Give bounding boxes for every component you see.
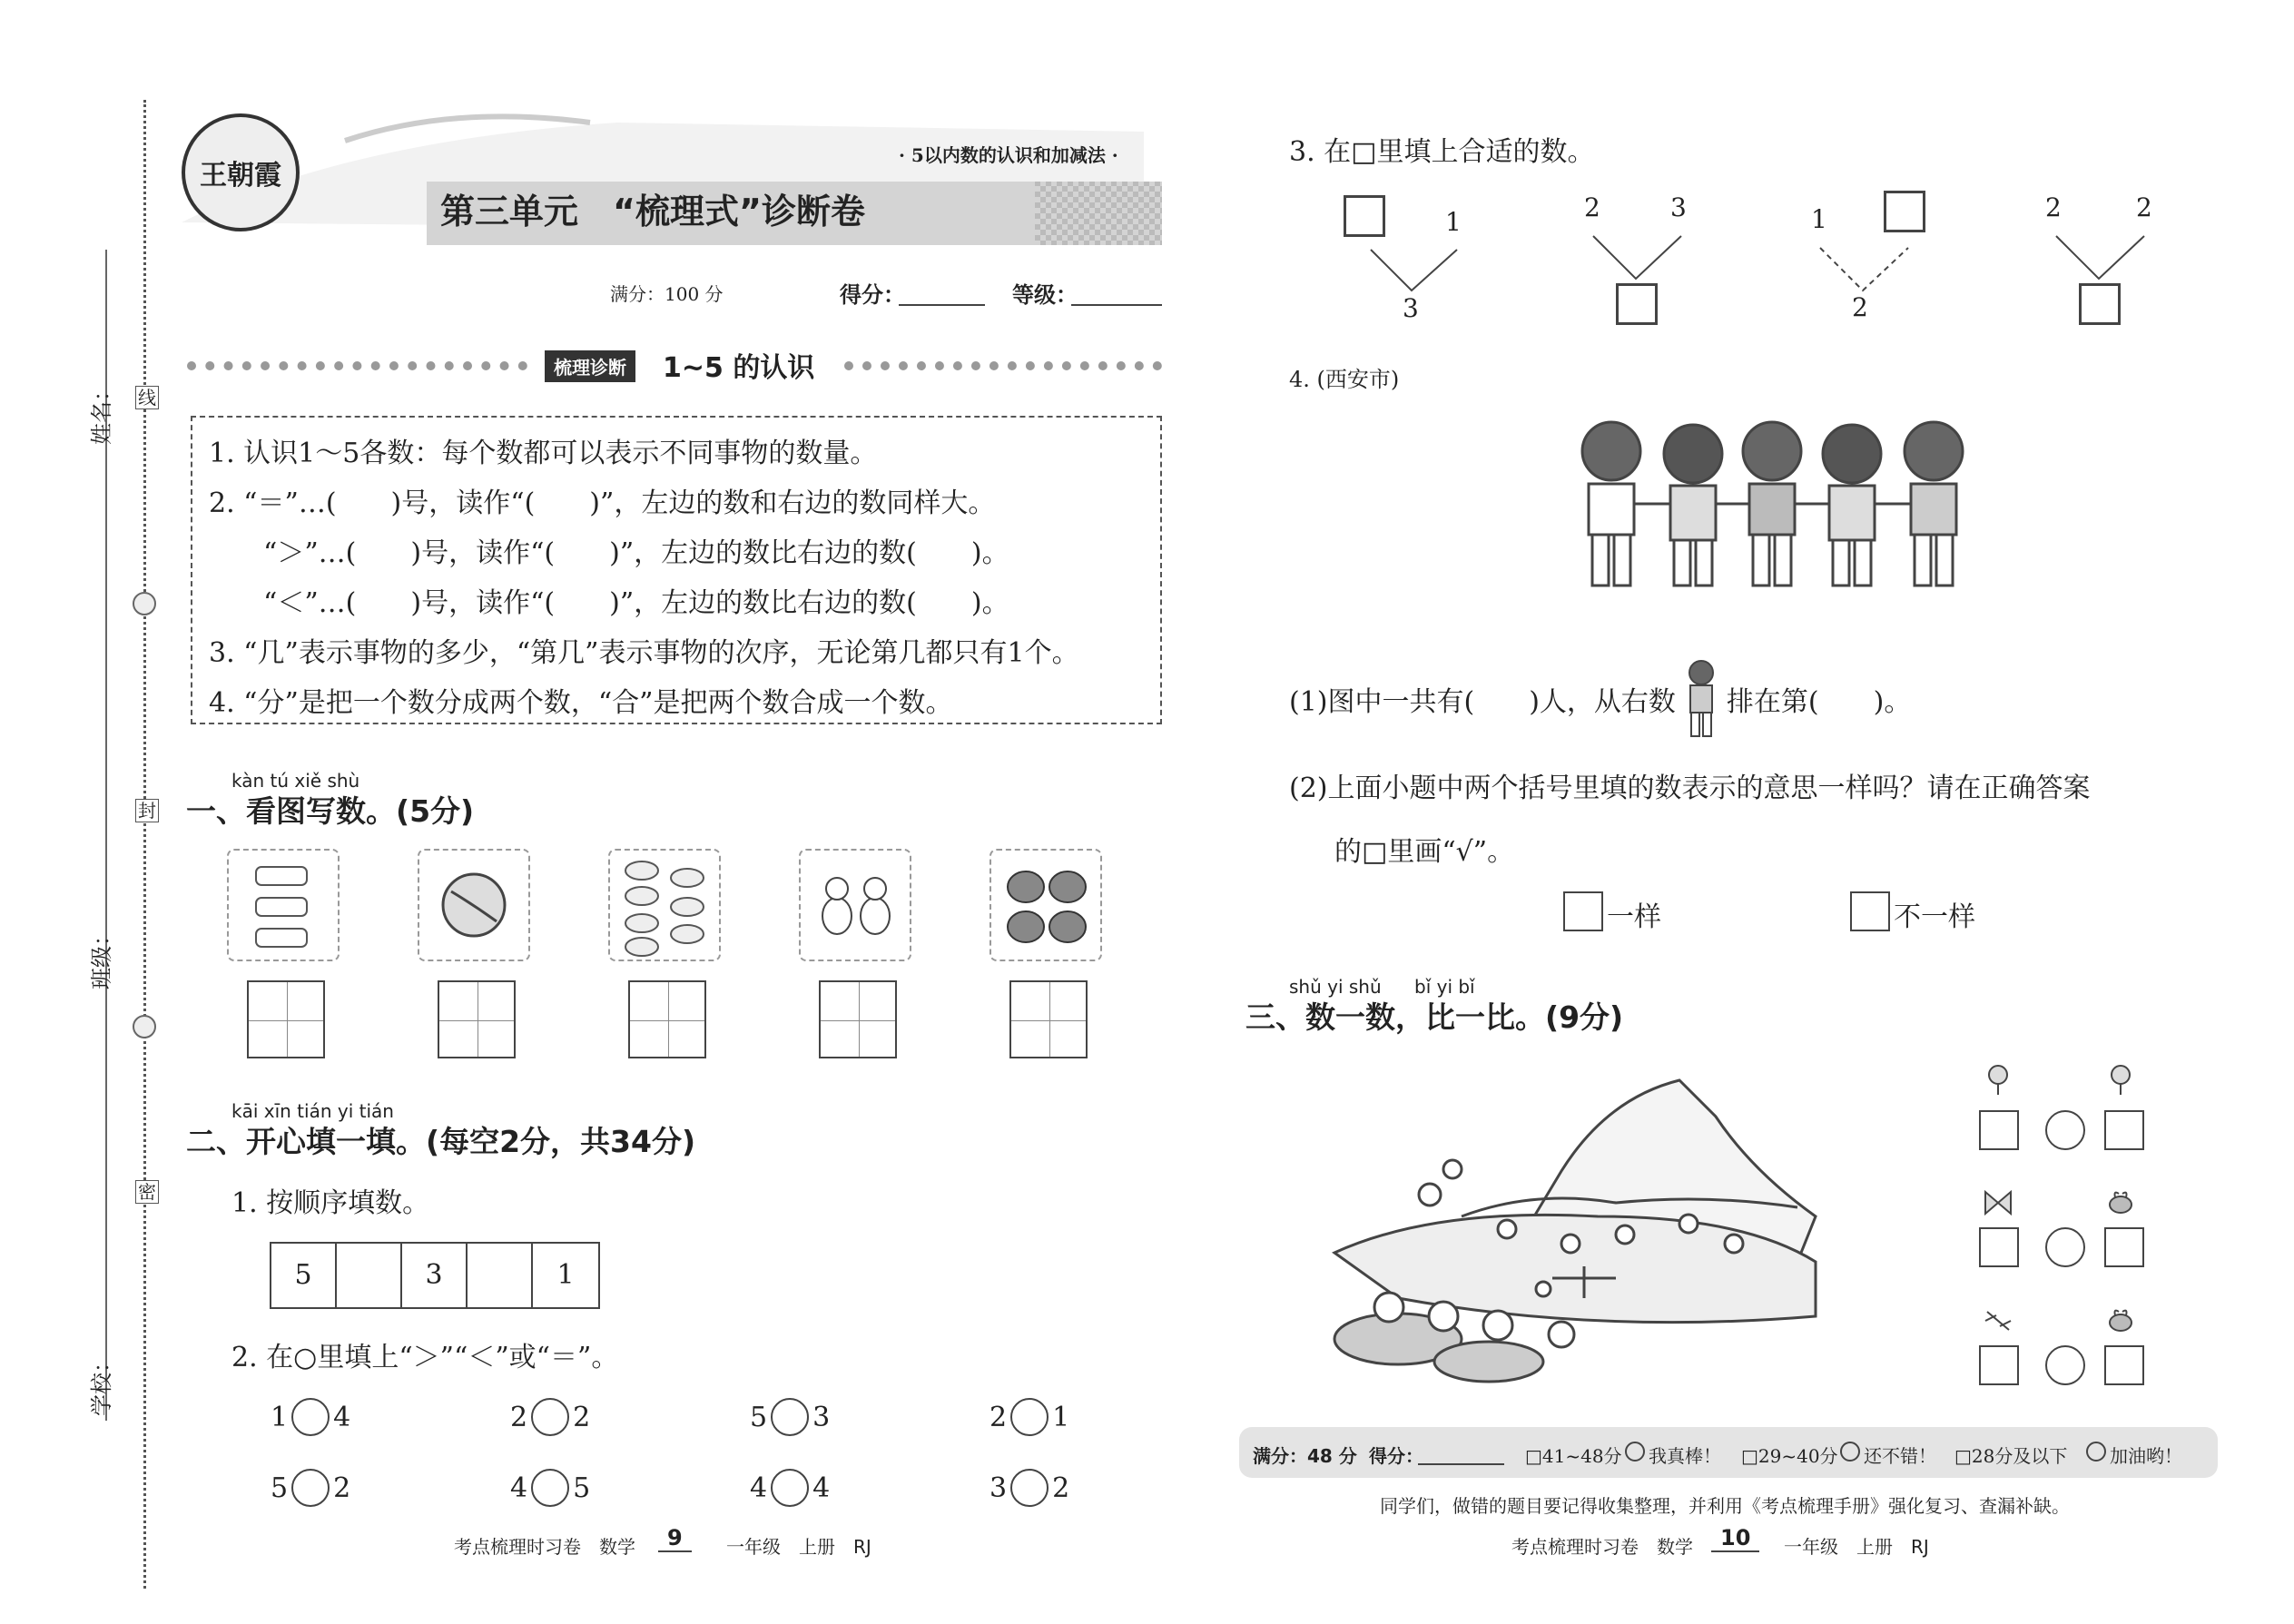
flower-icon: [1982, 1062, 2014, 1095]
bee-icon: [2104, 1304, 2137, 1337]
name-label: 姓名：: [89, 379, 114, 445]
tree-value: 2: [1852, 292, 1868, 322]
s2-pinyin: kāi xīn tián yi tián: [231, 1100, 394, 1122]
s2-q2: 2. 在○里填上“＞”“＜”或“＝”。: [231, 1342, 619, 1373]
sequence-cell[interactable]: [468, 1244, 533, 1307]
neutral-face-icon: [1840, 1442, 1860, 1462]
sequence-cell[interactable]: 5: [271, 1244, 337, 1307]
compare-item: [750, 1398, 830, 1436]
compare-right: 4: [333, 1401, 351, 1433]
q4-sub1: [1289, 658, 1911, 740]
compare-right: 1: [1052, 1401, 1070, 1433]
s3-title: 三、数一数，比一比。(9分): [1245, 999, 1624, 1035]
picture-baskets: [608, 849, 721, 961]
compare-left: 4: [510, 1471, 528, 1504]
left-page-number: 9: [658, 1525, 692, 1552]
s1-title: 一、看图写数。(5分): [186, 793, 475, 829]
smile-face-icon: [1625, 1442, 1645, 1462]
picture-pumpkins: [989, 849, 1102, 961]
score-label: 得分：: [840, 281, 905, 308]
review-line: “＞”…( )号，读作“( )”，左边的数比右边的数( )。: [236, 537, 1009, 569]
compare-circle[interactable]: [771, 1398, 809, 1436]
tree-value: 3: [1403, 293, 1419, 323]
compare-right: 5: [573, 1471, 591, 1504]
s2-title: 二、开心填一填。(每空2分，共34分): [186, 1124, 696, 1159]
right-footer-grade: 一年级 上册 RJ: [1784, 1536, 1929, 1558]
compare-circle[interactable]: [531, 1398, 569, 1436]
sequence-cell[interactable]: [337, 1244, 402, 1307]
tree-branches: [1816, 243, 1915, 298]
compare-circle[interactable]: [771, 1469, 809, 1507]
review-box: [191, 416, 1162, 724]
bar-rating-2: □29~40分: [1741, 1445, 1838, 1467]
review-line: 3. “几”表示事物的多少，“第几”表示事物的次序，无论第几都只有1个。: [209, 637, 1079, 669]
count-box[interactable]: [1979, 1345, 2019, 1385]
binding-dotted-line: [143, 100, 146, 1589]
review-line: 2. “＝”…( )号，读作“( )”，左边的数和右边的数同样大。: [209, 487, 996, 519]
q4-sub2-line2: 的□里画“√”。: [1334, 836, 1515, 868]
class-label: 班级：: [89, 924, 114, 989]
compare-right: 2: [573, 1401, 591, 1433]
q4-title: 4. (西安市): [1289, 367, 1400, 392]
binding-ornament-icon: [133, 592, 156, 615]
compare-left: 4: [750, 1471, 768, 1504]
right-page-number: 10: [1711, 1525, 1759, 1552]
picture-ducks: [799, 849, 911, 961]
picture-ball: [418, 849, 530, 961]
tree-box[interactable]: [1616, 283, 1658, 325]
tree-value: 2: [2136, 192, 2152, 222]
bar-score-field[interactable]: [1418, 1463, 1504, 1465]
bar-rating-3: □28分及以下: [1954, 1445, 2068, 1467]
dragonfly-icon: [1982, 1304, 2014, 1337]
left-footer-grade: 一年级 上册 RJ: [726, 1536, 871, 1558]
compare-item: [510, 1398, 590, 1436]
bar-rating-2-text: 还不错！: [1864, 1445, 1936, 1467]
option-different-box[interactable]: [1850, 891, 1890, 931]
compare-right: 4: [812, 1471, 831, 1504]
page-title: [440, 183, 865, 233]
compare-right: 2: [1052, 1471, 1070, 1504]
butterfly-icon: [1982, 1186, 2014, 1219]
compare-circle[interactable]: [2045, 1110, 2085, 1150]
dotted-rule-left: [187, 361, 527, 370]
grade-label: 等级：: [1012, 281, 1078, 308]
sequence-row: [270, 1242, 600, 1309]
bar-rating-1: □41~48分: [1525, 1445, 1622, 1467]
compare-item: [510, 1469, 590, 1507]
compare-right: 2: [333, 1471, 351, 1504]
school-label: 学校：: [89, 1351, 114, 1416]
compare-circle[interactable]: [531, 1469, 569, 1507]
count-box[interactable]: [2104, 1110, 2144, 1150]
pond-scene-illustration: [1325, 1062, 1888, 1398]
cut-mark-1: 线: [135, 386, 159, 409]
compare-circle[interactable]: [1010, 1398, 1049, 1436]
answer-grid-2[interactable]: [438, 980, 516, 1058]
tree-value: 2: [1584, 192, 1600, 222]
s1-pinyin: kàn tú xiě shù: [231, 770, 360, 792]
compare-item: [271, 1398, 350, 1436]
option-different-label: 不一样: [1894, 901, 1975, 933]
cut-mark-2: 封: [135, 799, 159, 822]
grade-field[interactable]: [1071, 304, 1162, 306]
review-line: 4. “分”是把一个数分成两个数，“合”是把两个数合成一个数。: [209, 687, 953, 719]
tree-box[interactable]: [2079, 283, 2121, 325]
score-field[interactable]: [899, 304, 985, 306]
bee-icon: [2104, 1186, 2137, 1219]
right-footer-book: 考点梳理时习卷 数学: [1511, 1536, 1693, 1558]
compare-circle[interactable]: [1010, 1469, 1049, 1507]
tree-box[interactable]: [1884, 191, 1925, 232]
left-footer-book: 考点梳理时习卷 数学: [454, 1536, 635, 1558]
compare-circle[interactable]: [291, 1398, 330, 1436]
bar-score-label: 得分：: [1369, 1445, 1423, 1467]
review-note: 同学们，做错的题目要记得收集整理，并利用《考点梳理手册》强化复习、查漏补缺。: [1380, 1495, 2070, 1517]
binding-ornament-icon: [133, 1015, 156, 1038]
sequence-cell[interactable]: 3: [402, 1244, 468, 1307]
bar-rating-3-text: 加油哟！: [2110, 1445, 2182, 1467]
tree-value: 2: [2045, 192, 2062, 222]
tree-branches: [1366, 245, 1466, 300]
brand-logo: [182, 113, 300, 231]
compare-item: [989, 1398, 1069, 1436]
answer-grid-3[interactable]: [628, 980, 706, 1058]
count-box[interactable]: [2104, 1345, 2144, 1385]
compare-left: 2: [510, 1401, 528, 1433]
answer-grid-5[interactable]: [1009, 980, 1088, 1058]
unit-subject-line: · 5以内数的认识和加减法 ·: [899, 144, 1118, 166]
tree-value: 3: [1670, 192, 1687, 222]
tree-branches: [1589, 231, 1689, 286]
children-illustration: [1561, 413, 1988, 595]
flower-icon: [2104, 1062, 2137, 1095]
bar-full-score: 满分：48 分: [1253, 1445, 1357, 1467]
option-same-box[interactable]: [1563, 891, 1603, 931]
count-box[interactable]: [1979, 1110, 2019, 1150]
s3-pinyin-1: shǔ yi shǔ: [1289, 976, 1382, 998]
option-same-label: 一样: [1607, 901, 1661, 933]
compare-left: 5: [750, 1401, 768, 1433]
answer-grid-1[interactable]: [247, 980, 325, 1058]
bar-rating-1-text: 我真棒！: [1649, 1445, 1721, 1467]
compare-item: [989, 1469, 1069, 1507]
unit-title: 第三单元: [440, 192, 579, 231]
compare-circle[interactable]: [291, 1469, 330, 1507]
q4-sub1-text-a: (1)图中一共有( )人，从右数: [1289, 686, 1676, 718]
q4-sub1-text-b: 排在第( )。: [1726, 686, 1912, 718]
count-box[interactable]: [2104, 1227, 2144, 1267]
review-line: 1. 认识1～5各数：每个数都可以表示不同事物的数量。: [209, 438, 878, 469]
tree-value: 1: [1811, 204, 1827, 234]
brand-logo-text: 王朝霞: [200, 160, 281, 192]
sequence-cell[interactable]: 1: [556, 1259, 575, 1291]
compare-item: [750, 1469, 830, 1507]
full-score-label: 满分：100 分: [610, 283, 724, 305]
compare-item: [271, 1469, 350, 1507]
compare-circle[interactable]: [2045, 1227, 2085, 1267]
compare-circle[interactable]: [2045, 1345, 2085, 1385]
dotted-rule-right: [844, 361, 1162, 370]
review-heading: 1~5 的认识: [663, 352, 815, 384]
cut-mark-3: 密: [135, 1180, 159, 1204]
q3-title: 3. 在□里填上合适的数。: [1289, 136, 1595, 168]
q4-sub2-line1: (2)上面小题中两个括号里填的数表示的意思一样吗？请在正确答案: [1289, 773, 2091, 804]
child-icon: [1679, 658, 1723, 740]
cheer-face-icon: [2086, 1442, 2106, 1462]
compare-left: 1: [271, 1401, 289, 1433]
answer-grid-4[interactable]: [819, 980, 897, 1058]
s2-q1: 1. 按顺序填数。: [231, 1187, 430, 1219]
tree-value: 1: [1445, 207, 1462, 237]
compare-left: 5: [271, 1471, 289, 1504]
compare-left: 2: [989, 1401, 1008, 1433]
tree-box[interactable]: [1344, 195, 1385, 237]
picture-cars: [227, 849, 340, 961]
s3-pinyin-2: bǐ yi bǐ: [1414, 976, 1475, 998]
compare-left: 3: [989, 1471, 1008, 1504]
review-line: “＜”…( )号，读作“( )”，左边的数比右边的数( )。: [236, 587, 1009, 619]
compare-right: 3: [812, 1401, 831, 1433]
exam-type-title: “梳理式”诊断卷: [613, 192, 865, 231]
review-tag: 梳理诊断: [545, 350, 635, 382]
count-box[interactable]: [1979, 1227, 2019, 1267]
tree-branches: [2052, 231, 2151, 286]
